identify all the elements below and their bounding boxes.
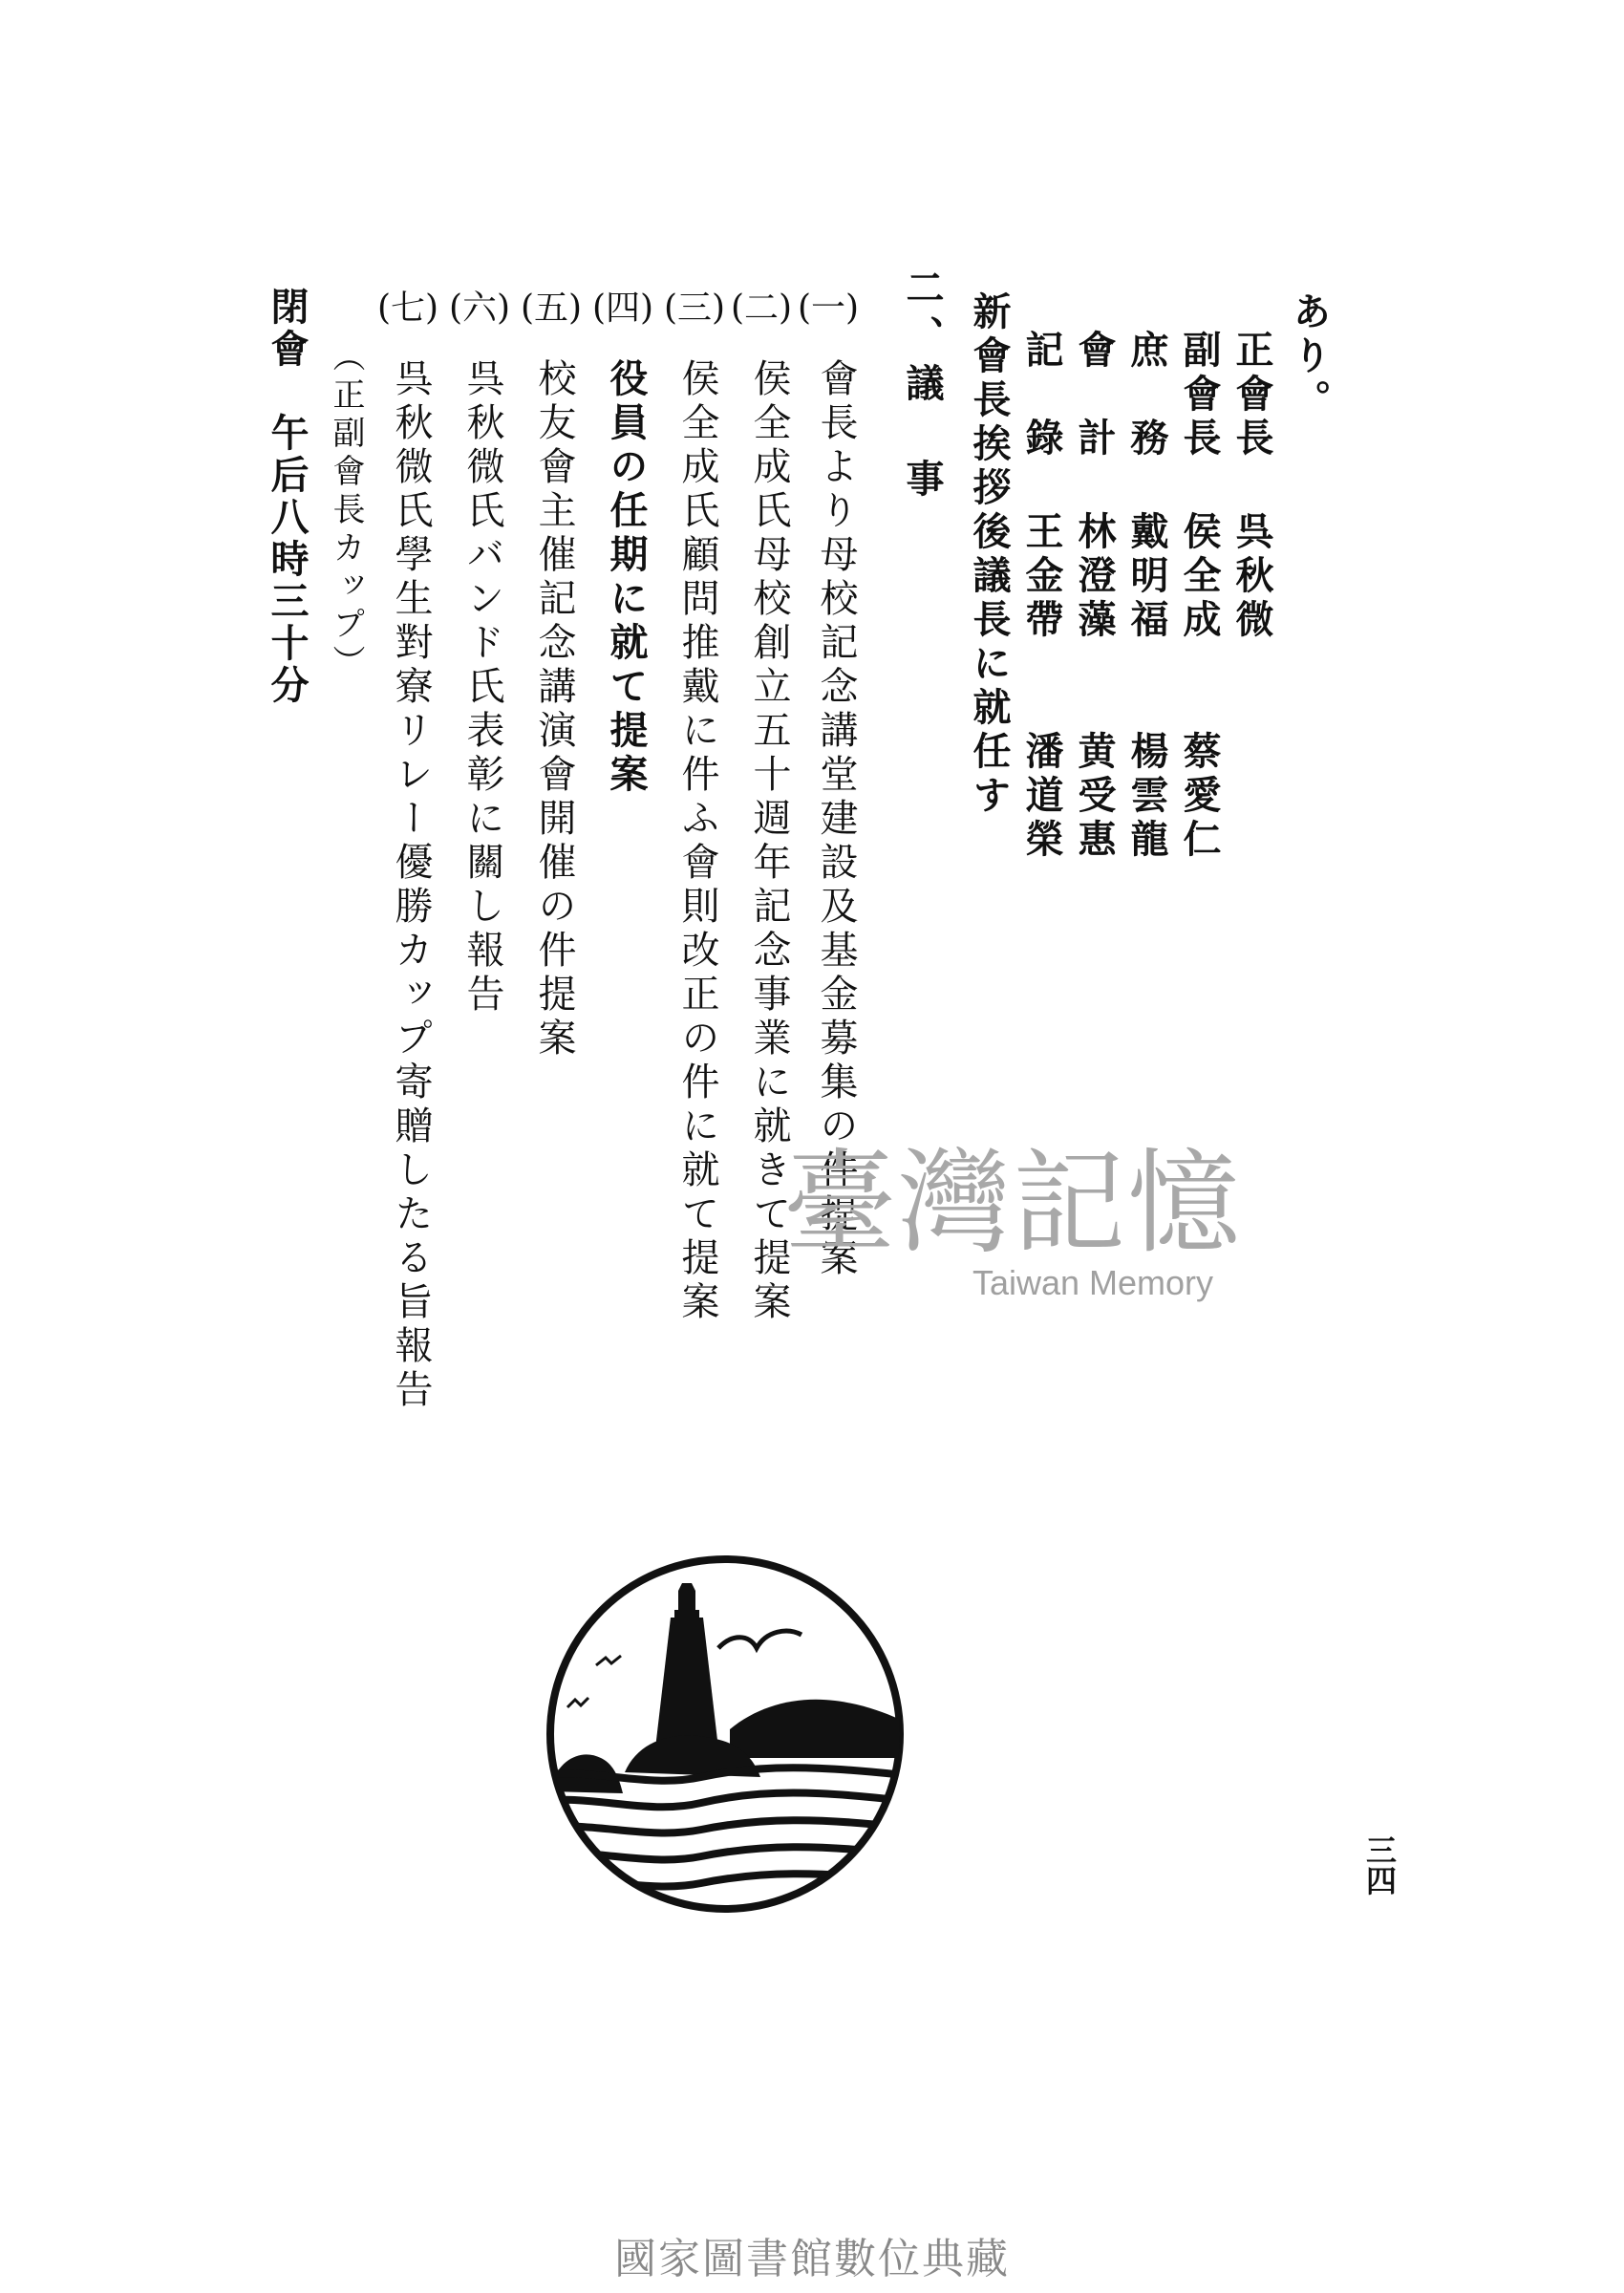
officer-names-president: 呉秋微 [1229, 511, 1274, 643]
agenda-number-5: (五) [521, 289, 583, 328]
agenda-item-3: 侯全成氏顧問推戴に件ふ會則改正の件に就て提案 [675, 358, 719, 1325]
agenda-number-6: (六) [449, 289, 511, 328]
officer-title-treasurer: 會 計 [1072, 330, 1117, 461]
agenda-heading: 二、議 事 [900, 268, 945, 506]
agenda-number-3: (三) [664, 289, 726, 328]
watermark [783, 1137, 1243, 1303]
agenda-number-1: (一) [798, 289, 860, 328]
watermark-en: Taiwan Memory [972, 1263, 1214, 1302]
intro-text: あり。 [1287, 291, 1332, 423]
agenda-item-7: 呉秋微氏學生對寮リレー優勝カップ寄贈したる旨報告 [389, 358, 433, 1413]
officer-names-vice: 侯全成 蔡愛仁 [1177, 511, 1222, 863]
lighthouse-seal-icon [510, 1543, 940, 1925]
officer-title-vice: 副會長 [1177, 330, 1222, 461]
agenda-item-2: 侯全成氏母校創立五十週年記念事業に就きて提案 [747, 358, 791, 1325]
officer-title-president: 正會長 [1229, 330, 1274, 461]
new-chair-line: 新會長挨拶後議長に就任す [967, 291, 1012, 819]
agenda-item-5: 校友會主催記念講演會開催の件提案 [532, 358, 576, 1061]
officer-title-general: 庶 務 [1124, 330, 1169, 461]
officer-title-recorder: 記 錄 [1019, 330, 1064, 461]
cup-note: （正副會長カップ） [327, 339, 365, 683]
page-number: 三四 [1361, 1834, 1398, 1896]
agenda-number-7: (七) [377, 289, 439, 328]
footer-credit: 國家圖書館數位典藏 [614, 2235, 1010, 2283]
agenda-item-4: 役員の任期に就て提案 [604, 358, 649, 798]
officer-names-treasurer: 林澄藻 黄受惠 [1072, 511, 1117, 863]
agenda-number-2: (二) [731, 289, 793, 328]
watermark-cjk: 臺灣記憶 [783, 1137, 1243, 1269]
agenda-item-1: 會長より母校記念講堂建設及基金募集の件提案 [814, 358, 858, 1281]
officer-names-recorder: 王金帶 潘道榮 [1019, 511, 1064, 863]
officer-names-general: 戴明福 楊雲龍 [1124, 511, 1169, 863]
agenda-number-4: (四) [592, 289, 654, 328]
closing-line: 閉會 午后八時三十分 [265, 287, 310, 707]
agenda-item-6: 呉秋微氏バンド氏表彰に關し報告 [460, 358, 504, 1018]
